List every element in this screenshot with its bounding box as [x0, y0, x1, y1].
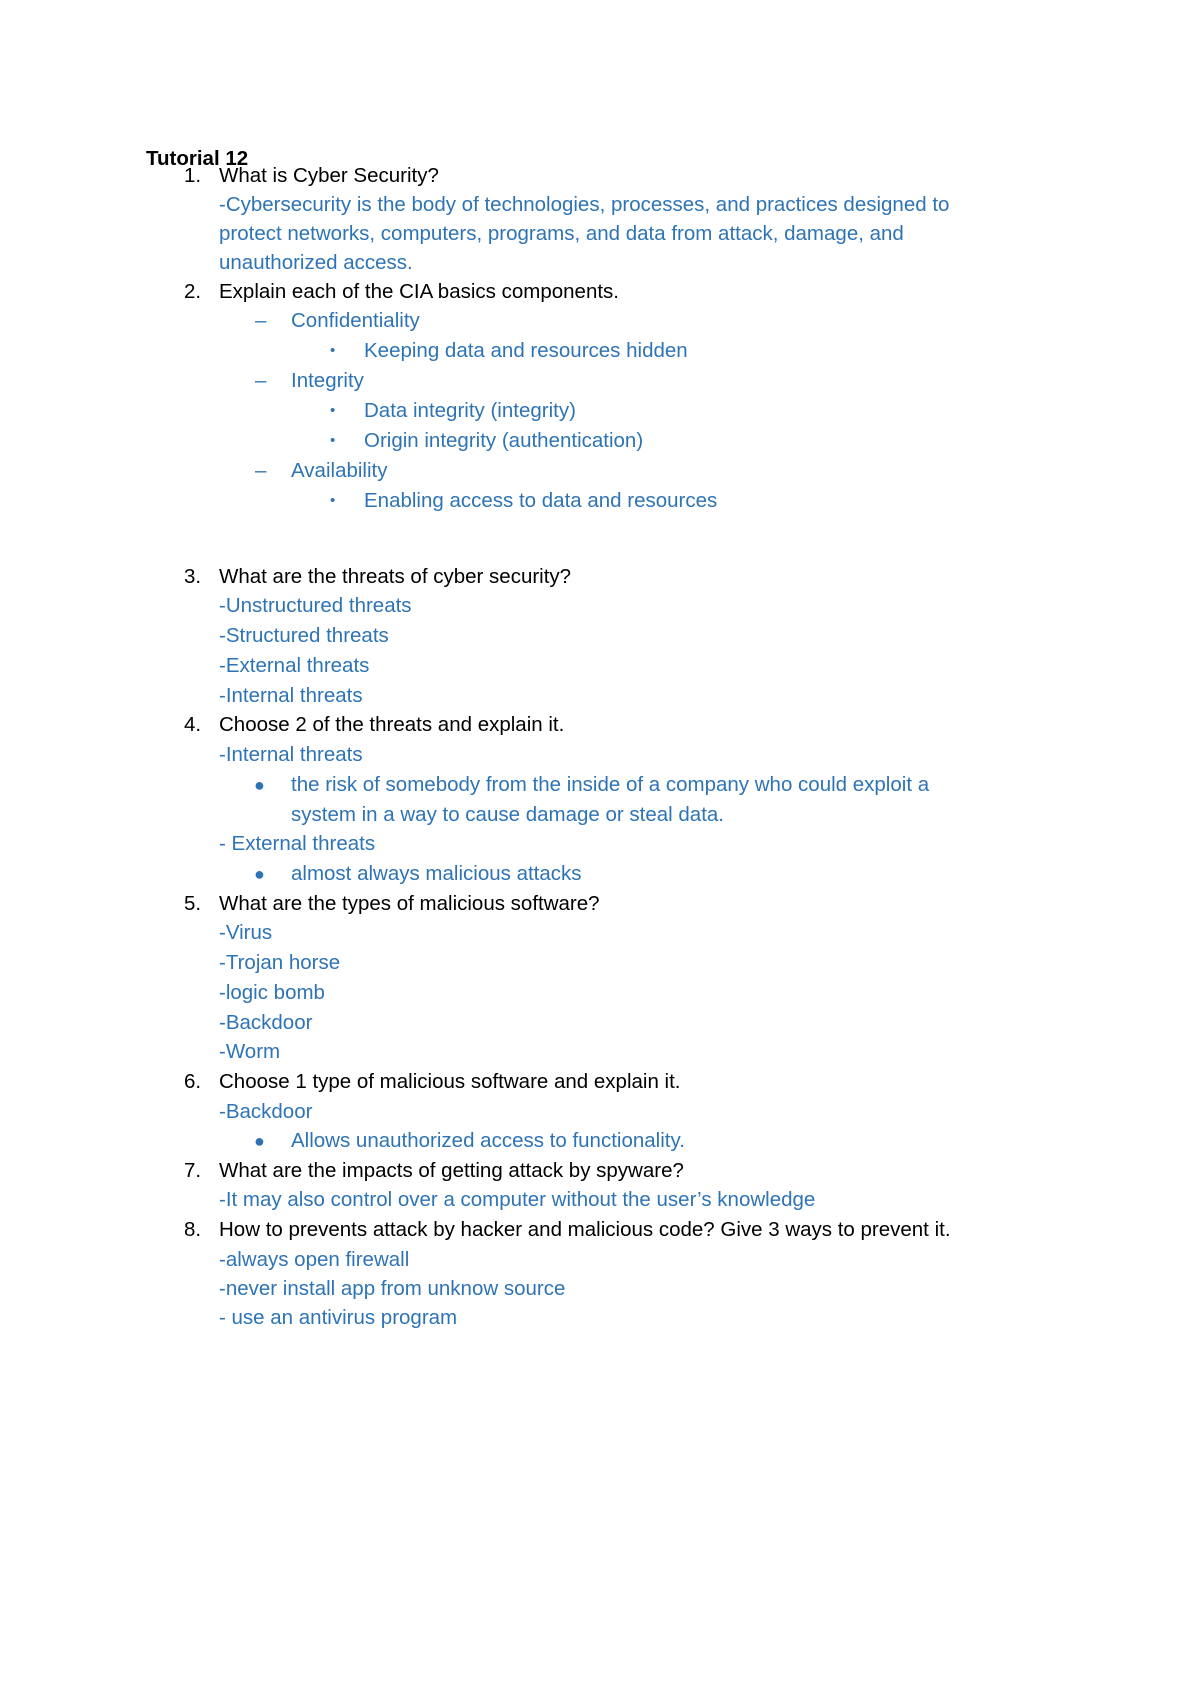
q5-answer: -Worm: [219, 1040, 281, 1063]
cia-detail: Origin integrity (authentication): [364, 429, 644, 452]
q4-answer-detail: almost always malicious attacks: [291, 862, 582, 885]
cia-detail: Keeping data and resources hidden: [364, 339, 688, 362]
q3-number: 3.: [184, 565, 202, 588]
q6-answer-detail: Allows unauthorized access to functionality.: [291, 1129, 685, 1152]
q3-answer: -Unstructured threats: [219, 594, 412, 617]
q6-question: Choose 1 type of malicious software and explain it.: [219, 1070, 681, 1093]
dash-bullet: –: [255, 369, 267, 392]
q3-answer: -Structured threats: [219, 624, 389, 647]
cia-component-integrity: Integrity: [291, 369, 364, 392]
round-bullet: ●: [254, 864, 265, 884]
q7-answer: -It may also control over a computer without the user’s knowledge: [219, 1188, 816, 1211]
q4-answer: -Internal threats: [219, 743, 363, 766]
round-bullet: ●: [254, 775, 265, 795]
dash-bullet: –: [255, 459, 267, 482]
sub-bullet: •: [330, 342, 336, 359]
q8-question: How to prevents attack by hacker and malicious code? Give 3 ways to prevent it.: [219, 1218, 951, 1241]
q3-answer: -Internal threats: [219, 684, 363, 707]
q5-question: What are the types of malicious software?: [219, 892, 600, 915]
q8-answer: - use an antivirus program: [219, 1306, 458, 1329]
cia-detail: Enabling access to data and resources: [364, 489, 718, 512]
q8-answer: -always open firewall: [219, 1248, 410, 1271]
q3-question: What are the threats of cyber security?: [219, 565, 572, 588]
q1-question: What is Cyber Security?: [219, 164, 439, 187]
q1-answer-line: protect networks, computers, programs, and data from attack, damage, and: [219, 222, 904, 245]
cia-detail: Data integrity (integrity): [364, 399, 576, 422]
cia-component-confidentiality: Confidentiality: [291, 309, 420, 332]
q1-number: 1.: [184, 164, 202, 187]
cia-component-availability: Availability: [291, 459, 388, 482]
q5-number: 5.: [184, 892, 202, 915]
q6-number: 6.: [184, 1070, 202, 1093]
sub-bullet: •: [330, 402, 336, 419]
q5-answer: -logic bomb: [219, 981, 325, 1004]
q2-question: Explain each of the CIA basics components.: [219, 280, 619, 303]
round-bullet: ●: [254, 1131, 265, 1151]
q3-answer: -External threats: [219, 654, 370, 677]
q4-answer-detail: system in a way to cause damage or steal data.: [291, 803, 725, 826]
q7-question: What are the impacts of getting attack by spyware?: [219, 1159, 684, 1182]
q5-answer: -Trojan horse: [219, 951, 341, 974]
q2-number: 2.: [184, 280, 202, 303]
q1-answer-line: -Cybersecurity is the body of technologies, processes, and practices designed to: [219, 193, 950, 216]
sub-bullet: •: [330, 432, 336, 449]
dash-bullet: –: [255, 309, 267, 332]
q4-answer: - External threats: [219, 832, 376, 855]
q4-question: Choose 2 of the threats and explain it.: [219, 713, 565, 736]
document-title: Tutorial 12: [146, 147, 249, 170]
q1-answer-line: unauthorized access.: [219, 251, 413, 274]
q5-answer: -Backdoor: [219, 1011, 313, 1034]
q8-answer: -never install app from unknow source: [219, 1277, 566, 1300]
q5-answer: -Virus: [219, 921, 273, 944]
q7-number: 7.: [184, 1159, 202, 1182]
sub-bullet: •: [330, 492, 336, 509]
q6-answer: -Backdoor: [219, 1100, 313, 1123]
q4-number: 4.: [184, 713, 202, 736]
q4-answer-detail: the risk of somebody from the inside of a company who could exploit a: [291, 773, 930, 796]
q8-number: 8.: [184, 1218, 202, 1241]
